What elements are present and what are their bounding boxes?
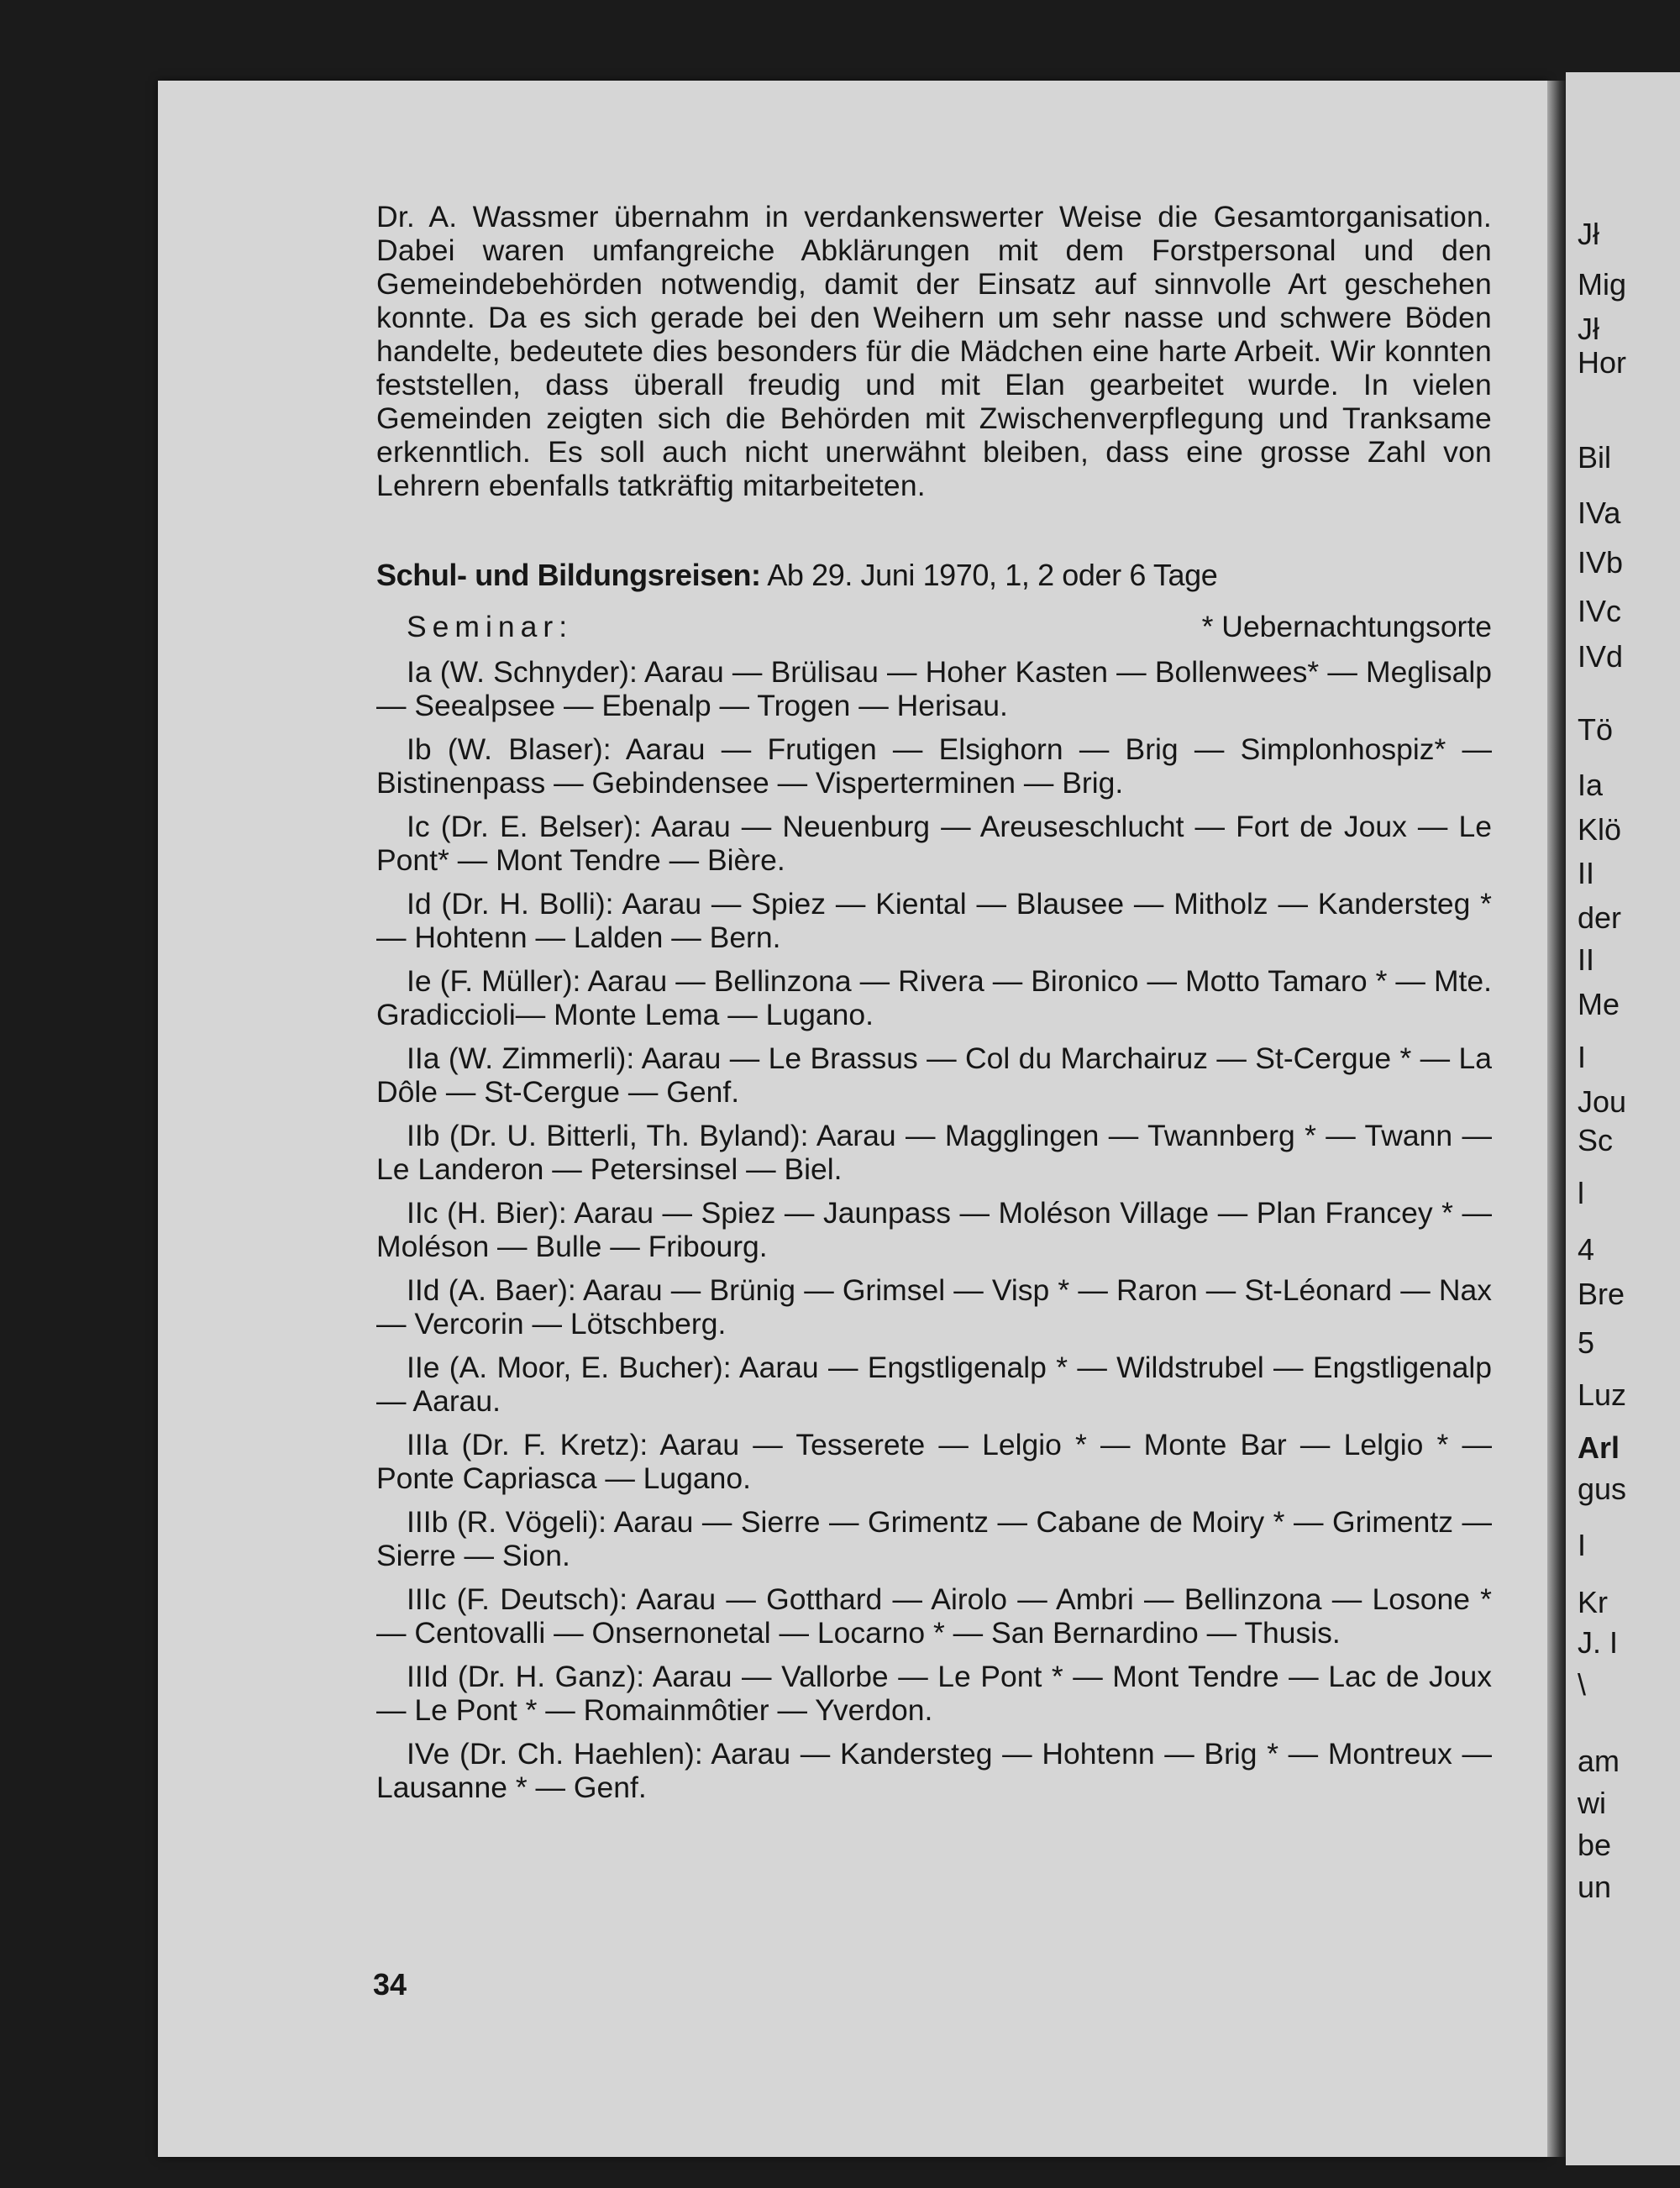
- trip-entry: [376, 1428, 1492, 1495]
- trip-entry: [376, 1273, 1492, 1341]
- trip-entry-text: Ie (F. Müller): Aarau — Bellinzona — Rivera — Bironico — Motto Tamaro * — Mte. Gradiccioli— Monte Lema — Lugano.: [376, 964, 1492, 1031]
- facing-page-fragment: 5: [1578, 1325, 1595, 1361]
- facing-page-fragment: wi: [1578, 1785, 1606, 1820]
- facing-page-fragment: IVd: [1578, 639, 1624, 674]
- facing-page-edge: [1566, 72, 1680, 2165]
- trip-list: [376, 655, 1492, 1804]
- trip-entry-text: IIb (Dr. U. Bitterli, Th. Byland): Aarau — Magglingen — Twannberg * — Twann — Le Landeron — Petersinsel — Biel.: [376, 1119, 1492, 1186]
- facing-page-fragment: Arl: [1578, 1430, 1620, 1465]
- section-heading-bold: Schul- und Bildungsreisen:: [376, 558, 761, 592]
- page-content: [376, 200, 1492, 1804]
- trip-entry: [376, 1737, 1492, 1804]
- facing-page-fragment: Bil: [1578, 440, 1612, 475]
- facing-page-fragment: der: [1578, 900, 1622, 935]
- facing-page-fragment: 4: [1578, 1231, 1595, 1267]
- facing-page-fragment: Me: [1578, 986, 1620, 1021]
- facing-page-fragment: Jł: [1578, 312, 1599, 347]
- trip-entry-text: Ic (Dr. E. Belser): Aarau — Neuenburg — Areuseschlucht — Fort de Joux — Le Pont* — Mont Tendre — Bière.: [376, 810, 1492, 877]
- facing-page-fragment: be: [1578, 1827, 1612, 1862]
- facing-page-fragment: J. I: [1578, 1625, 1619, 1660]
- facing-page-fragment: Bre: [1578, 1277, 1625, 1311]
- facing-page-fragment: II: [1578, 942, 1595, 977]
- facing-page-fragment: l: [1578, 1176, 1584, 1211]
- trip-entry-text: Ia (W. Schnyder): Aarau — Brülisau — Hoher Kasten — Bollenwees* — Meglisalp — Seealpsee — Ebenalp — Trogen — Herisau.: [376, 655, 1492, 722]
- trip-entry: [376, 1196, 1492, 1263]
- trip-entry: [376, 1505, 1492, 1572]
- facing-page-fragment: IVc: [1578, 593, 1622, 628]
- facing-page-fragment: Jł: [1578, 217, 1599, 252]
- trip-entry: [376, 1660, 1492, 1727]
- facing-page-fragment: \: [1578, 1666, 1587, 1702]
- facing-page-fragment: Sc: [1578, 1123, 1614, 1158]
- trip-entry-text: IIIa (Dr. F. Kretz): Aarau — Tesserete — Lelgio * — Monte Bar — Lelgio * — Ponte Capriasca — Lugano.: [376, 1428, 1492, 1495]
- trip-entry: [376, 1042, 1492, 1109]
- facing-page-fragment: I: [1578, 1039, 1587, 1074]
- trip-entry-text: IIIb (R. Vögeli): Aarau — Sierre — Grimentz — Cabane de Moiry * — Grimentz — Sierre — Sion.: [376, 1505, 1492, 1572]
- facing-page-fragment: II: [1578, 855, 1595, 890]
- trip-entry: [376, 1582, 1492, 1650]
- facing-page-fragment: I: [1578, 1527, 1587, 1562]
- facing-page-fragment: un: [1578, 1869, 1612, 1904]
- facing-page-fragment: Hor: [1578, 345, 1627, 380]
- page-number: 34: [373, 1967, 407, 2002]
- facing-page-fragment: Tö: [1578, 711, 1614, 747]
- facing-page-fragment: Luz: [1578, 1377, 1627, 1412]
- trip-entry-text: IIc (H. Bier): Aarau — Spiez — Jaunpass — Moléson Village — Plan Francey * — Moléson — Bulle — Fribourg.: [376, 1196, 1492, 1263]
- overnight-legend: * Uebernachtungsorte: [1201, 610, 1492, 643]
- trip-entry: [376, 887, 1492, 954]
- section-heading: [376, 557, 1492, 594]
- trip-entry: [376, 655, 1492, 722]
- facing-page-fragment: Ia: [1578, 768, 1604, 803]
- section-heading-dates: Ab 29. Juni 1970, 1, 2 oder 6 Tage: [760, 558, 1218, 592]
- facing-page-fragment: am: [1578, 1744, 1620, 1779]
- trip-entry-text: Ib (W. Blaser): Aarau — Frutigen — Elsighorn — Brig — Simplonhospiz* — Bistinenpass — Gebindensee — Visperterminen — Brig.: [376, 732, 1492, 800]
- facing-page-fragment: gus: [1578, 1472, 1627, 1507]
- seminar-line: [376, 608, 1492, 645]
- trip-entry-text: IId (A. Baer): Aarau — Brünig — Grimsel — Visp * — Raron — St-Léonard — Nax — Vercorin — Lötschberg.: [376, 1273, 1492, 1341]
- intro-paragraph: Dr. A. Wassmer übernahm in verdankenswerter Weise die Gesamtorganisation. Dabei waren umfangreiche Abklärungen mit dem Forstpersonal und den Gemeindebehörden notwendig, damit der Einsatz auf sinnvolle Art geschehen konnte. Da es sich gerade bei den Weihern um sehr nasse und schwere Böden handelte, bedeutete dies besonders für die Mädchen eine harte Arbeit. Wir konnten feststellen, dass überall freudig und mit Elan gearbeitet wurde. In vielen Gemeinden zeigten sich die Behörden mit Zwischenverpflegung und Tranksame erkenntlich. Es soll auch nicht unerwähnt bleiben, dass eine grosse Zahl von Lehrern ebenfalls tatkräftig mitarbeiteten.: [376, 200, 1492, 502]
- trip-entry-text: IIIc (F. Deutsch): Aarau — Gotthard — Airolo — Ambri — Bellinzona — Losone * — Centovalli — Onsernonetal — Locarno * — San Bernardino — Thusis.: [376, 1582, 1492, 1650]
- facing-page-fragment: IVa: [1578, 496, 1621, 531]
- trip-entry-text: IIe (A. Moor, E. Bucher): Aarau — Engstligenalp * — Wildstrubel — Engstligenalp — Aarau.: [376, 1351, 1492, 1418]
- book-spine: [1547, 81, 1566, 2157]
- trip-entry: [376, 1119, 1492, 1186]
- trip-entry-text: IIa (W. Zimmerli): Aarau — Le Brassus — Col du Marchairuz — St-Cergue * — La Dôle — St-Cergue — Genf.: [376, 1042, 1492, 1109]
- trip-entry-text: IIId (Dr. H. Ganz): Aarau — Vallorbe — Le Pont * — Mont Tendre — Lac de Joux — Le Pont * — Romainmôtier — Yverdon.: [376, 1660, 1492, 1727]
- trip-entry: [376, 732, 1492, 800]
- trip-entry-text: IVe (Dr. Ch. Haehlen): Aarau — Kandersteg — Hohtenn — Brig * — Montreux — Lausanne * — Genf.: [376, 1737, 1492, 1804]
- trip-entry-text: Id (Dr. H. Bolli): Aarau — Spiez — Kiental — Blausee — Mitholz — Kandersteg * — Hohtenn — Lalden — Bern.: [376, 887, 1492, 954]
- facing-page-fragment: Jou: [1578, 1084, 1627, 1119]
- trip-entry: [376, 1351, 1492, 1418]
- trip-entry: [376, 964, 1492, 1031]
- facing-page-fragment: Klö: [1578, 812, 1622, 847]
- facing-page-fragment: Mig: [1578, 267, 1627, 302]
- trip-entry: [376, 810, 1492, 877]
- seminar-label: Seminar:: [407, 610, 574, 643]
- facing-page-fragment: Kr: [1578, 1584, 1608, 1619]
- facing-page-fragment: IVb: [1578, 544, 1624, 580]
